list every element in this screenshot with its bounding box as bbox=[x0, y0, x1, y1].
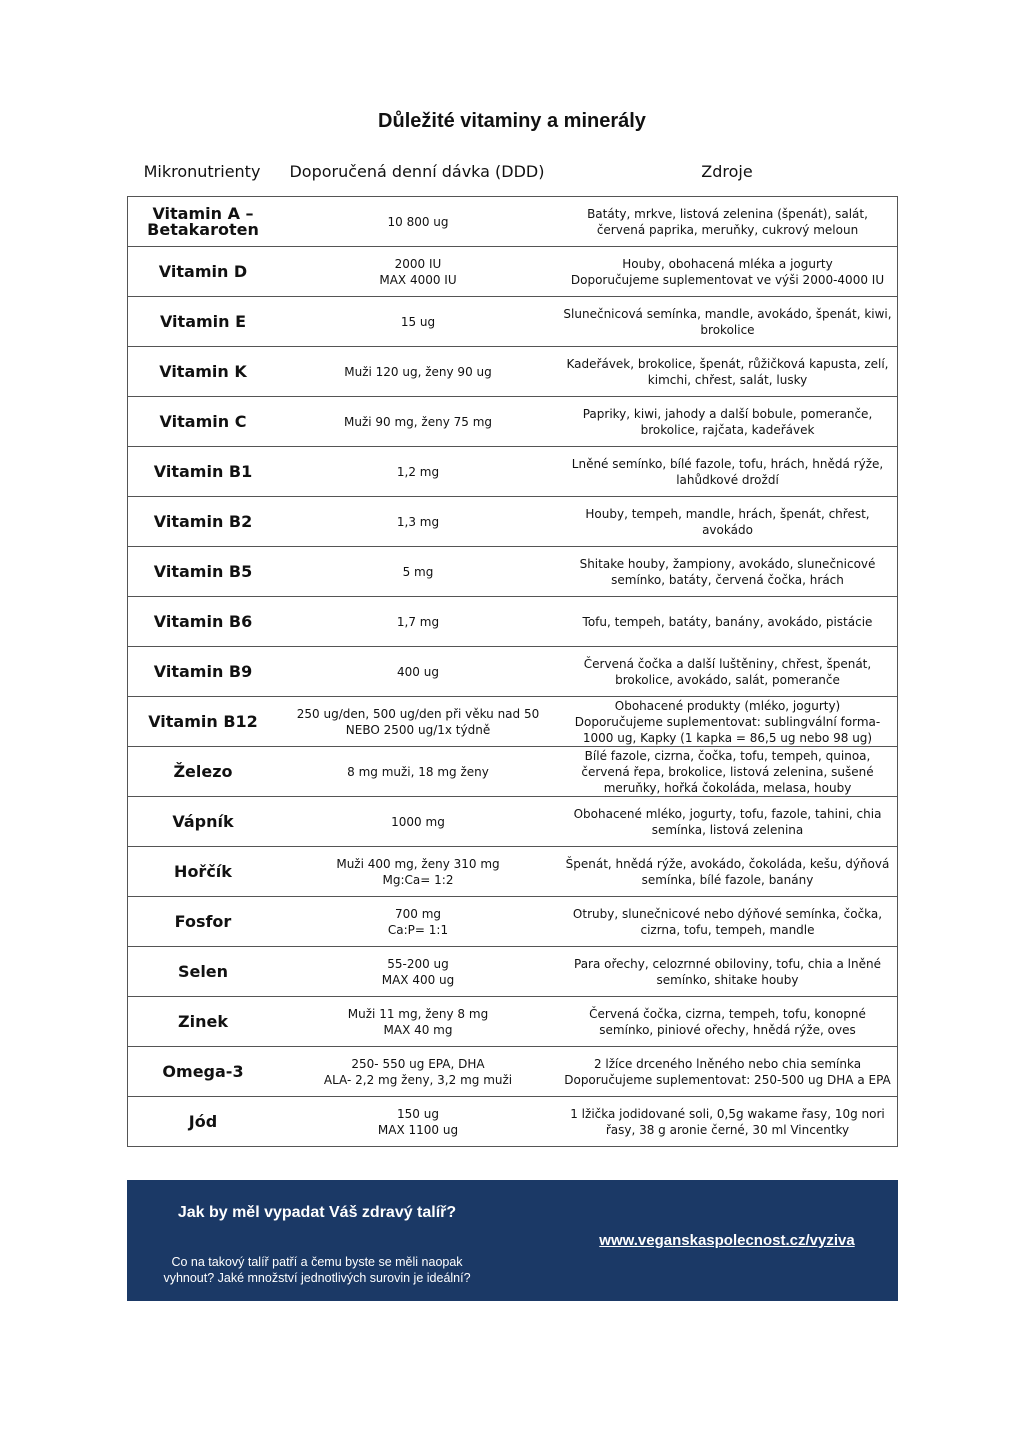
nutrient-sources: Červená čočka a další luštěniny, chřest, špenát, brokolice, avokádo, salát, pomeranče bbox=[558, 647, 898, 697]
nutrient-name: Vitamin A – Betakaroten bbox=[128, 197, 279, 247]
table-row bbox=[128, 397, 898, 447]
column-header-dose: Doporučená denní dávka (DDD) bbox=[289, 162, 545, 181]
nutrient-name: Vápník bbox=[128, 797, 279, 847]
banner-link[interactable]: www.veganskaspolecnost.cz/vyziva bbox=[599, 1232, 855, 1249]
table-row bbox=[128, 547, 898, 597]
recommended-dose: 5 mg bbox=[278, 547, 558, 597]
nutrient-sources: Tofu, tempeh, batáty, banány, avokádo, pistácie bbox=[558, 597, 898, 647]
nutrient-sources: Papriky, kiwi, jahody a další bobule, pomeranče, brokolice, rajčata, kadeřávek bbox=[558, 397, 898, 447]
recommended-dose: Muži 90 mg, ženy 75 mg bbox=[278, 397, 558, 447]
table-row bbox=[128, 297, 898, 347]
nutrient-name: Selen bbox=[128, 947, 279, 997]
nutrient-sources: Červená čočka, cizrna, tempeh, tofu, konopné semínko, piniové ořechy, hnědá rýže, oves bbox=[558, 997, 898, 1047]
nutrient-name: Vitamin B12 bbox=[128, 697, 279, 747]
nutrient-name: Hořčík bbox=[128, 847, 279, 897]
nutrient-sources: Houby, tempeh, mandle, hrách, špenát, chřest, avokádo bbox=[558, 497, 898, 547]
nutrient-sources: Kadeřávek, brokolice, špenát, růžičková kapusta, zelí, kimchi, chřest, salát, lusky bbox=[558, 347, 898, 397]
nutrient-sources: 1 lžička jodidované soli, 0,5g wakame řasy, 10g nori řasy, 38 g aronie černé, 30 ml Vincentky bbox=[558, 1097, 898, 1147]
table-row bbox=[128, 597, 898, 647]
nutrient-name: Omega-3 bbox=[128, 1047, 279, 1097]
table-row bbox=[128, 647, 898, 697]
plate-banner bbox=[127, 1180, 898, 1301]
recommended-dose: 2000 IU MAX 4000 IU bbox=[278, 247, 558, 297]
recommended-dose: 1,3 mg bbox=[278, 497, 558, 547]
nutrient-name: Vitamin B2 bbox=[128, 497, 279, 547]
nutrient-sources: Shitake houby, žampiony, avokádo, slunečnicové semínko, batáty, červená čočka, hrách bbox=[558, 547, 898, 597]
table-row bbox=[128, 847, 898, 897]
recommended-dose: 10 800 ug bbox=[278, 197, 558, 247]
recommended-dose: 15 ug bbox=[278, 297, 558, 347]
table-row bbox=[128, 997, 898, 1047]
table-row bbox=[128, 1047, 898, 1097]
nutrient-name: Fosfor bbox=[128, 897, 279, 947]
recommended-dose: Muži 120 ug, ženy 90 ug bbox=[278, 347, 558, 397]
banner-text: Co na takový talíř patří a čemu byste se měli naopak vyhnout? Jaké množství jednotlivých surovin je ideální? bbox=[163, 1255, 471, 1285]
recommended-dose: Muži 11 mg, ženy 8 mg MAX 40 mg bbox=[278, 997, 558, 1047]
nutrient-sources: Otruby, slunečnicové nebo dýňové semínka, čočka, cizrna, tofu, tempeh, mandle bbox=[558, 897, 898, 947]
recommended-dose: 1,2 mg bbox=[278, 447, 558, 497]
nutrient-sources: Batáty, mrkve, listová zelenina (špenát), salát, červená paprika, meruňky, cukrový meloun bbox=[558, 197, 898, 247]
column-header-nutrients: Mikronutrienty bbox=[143, 162, 261, 181]
nutrient-sources: Houby, obohacená mléka a jogurty Doporučujeme suplementovat ve výši 2000-4000 IU bbox=[558, 247, 898, 297]
nutrient-sources: 2 lžíce drceného lněného nebo chia semínka Doporučujeme suplementovat: 250-500 ug DHA a EPA bbox=[558, 1047, 898, 1097]
nutrient-name: Vitamin K bbox=[128, 347, 279, 397]
table-row bbox=[128, 897, 898, 947]
nutrient-table bbox=[127, 196, 898, 1147]
table-row bbox=[128, 347, 898, 397]
recommended-dose: 400 ug bbox=[278, 647, 558, 697]
recommended-dose: 1000 mg bbox=[278, 797, 558, 847]
table-row bbox=[128, 197, 898, 247]
nutrient-table-body bbox=[128, 197, 898, 1147]
recommended-dose: 150 ug MAX 1100 ug bbox=[278, 1097, 558, 1147]
nutrient-sources: Bílé fazole, cizrna, čočka, tofu, tempeh, quinoa, červená řepa, brokolice, listová zelenina, sušené meruňky, hořká čokoláda, melasa, houby bbox=[558, 747, 898, 797]
recommended-dose: 250 ug/den, 500 ug/den při věku nad 50 NEBO 2500 ug/1x týdně bbox=[278, 697, 558, 747]
nutrient-name: Zinek bbox=[128, 997, 279, 1047]
recommended-dose: 1,7 mg bbox=[278, 597, 558, 647]
nutrient-sources: Obohacené produkty (mléko, jogurty) Doporučujeme suplementovat: sublingvální forma- 1000 ug, Kapky (1 kapka = 86,5 ug nebo 98 ug) bbox=[558, 697, 898, 747]
nutrient-name: Vitamin E bbox=[128, 297, 279, 347]
table-row bbox=[128, 1097, 898, 1147]
nutrient-sources: Lněné semínko, bílé fazole, tofu, hrách, hnědá rýže, lahůdkové droždí bbox=[558, 447, 898, 497]
recommended-dose: 700 mg Ca:P= 1:1 bbox=[278, 897, 558, 947]
table-row bbox=[128, 247, 898, 297]
recommended-dose: Muži 400 mg, ženy 310 mg Mg:Ca= 1:2 bbox=[278, 847, 558, 897]
table-row bbox=[128, 797, 898, 847]
table-row bbox=[128, 947, 898, 997]
recommended-dose: 55-200 ug MAX 400 ug bbox=[278, 947, 558, 997]
nutrient-name: Vitamin D bbox=[128, 247, 279, 297]
column-header-sources: Zdroje bbox=[701, 162, 753, 181]
nutrient-sources: Slunečnicová semínka, mandle, avokádo, špenát, kiwi, brokolice bbox=[558, 297, 898, 347]
table-row bbox=[128, 697, 898, 747]
nutrient-sources: Obohacené mléko, jogurty, tofu, fazole, tahini, chia semínka, listová zelenina bbox=[558, 797, 898, 847]
nutrient-sources: Špenát, hnědá rýže, avokádo, čokoláda, kešu, dýňová semínka, bílé fazole, banány bbox=[558, 847, 898, 897]
nutrient-name: Vitamin C bbox=[128, 397, 279, 447]
banner-heading: Jak by měl vypadat Váš zdravý talíř? bbox=[177, 1204, 457, 1221]
recommended-dose: 250- 550 ug EPA, DHA ALA- 2,2 mg ženy, 3,2 mg muži bbox=[278, 1047, 558, 1097]
nutrient-name: Jód bbox=[128, 1097, 279, 1147]
nutrient-sources: Para ořechy, celozrnné obiloviny, tofu, chia a lněné semínko, shitake houby bbox=[558, 947, 898, 997]
table-row bbox=[128, 447, 898, 497]
nutrient-name: Vitamin B1 bbox=[128, 447, 279, 497]
page-title: Důležité vitaminy a minerály bbox=[378, 110, 646, 132]
nutrient-name: Železo bbox=[128, 747, 279, 797]
nutrient-name: Vitamin B6 bbox=[128, 597, 279, 647]
nutrient-name: Vitamin B9 bbox=[128, 647, 279, 697]
table-row bbox=[128, 747, 898, 797]
recommended-dose: 8 mg muži, 18 mg ženy bbox=[278, 747, 558, 797]
nutrient-name: Vitamin B5 bbox=[128, 547, 279, 597]
table-row bbox=[128, 497, 898, 547]
